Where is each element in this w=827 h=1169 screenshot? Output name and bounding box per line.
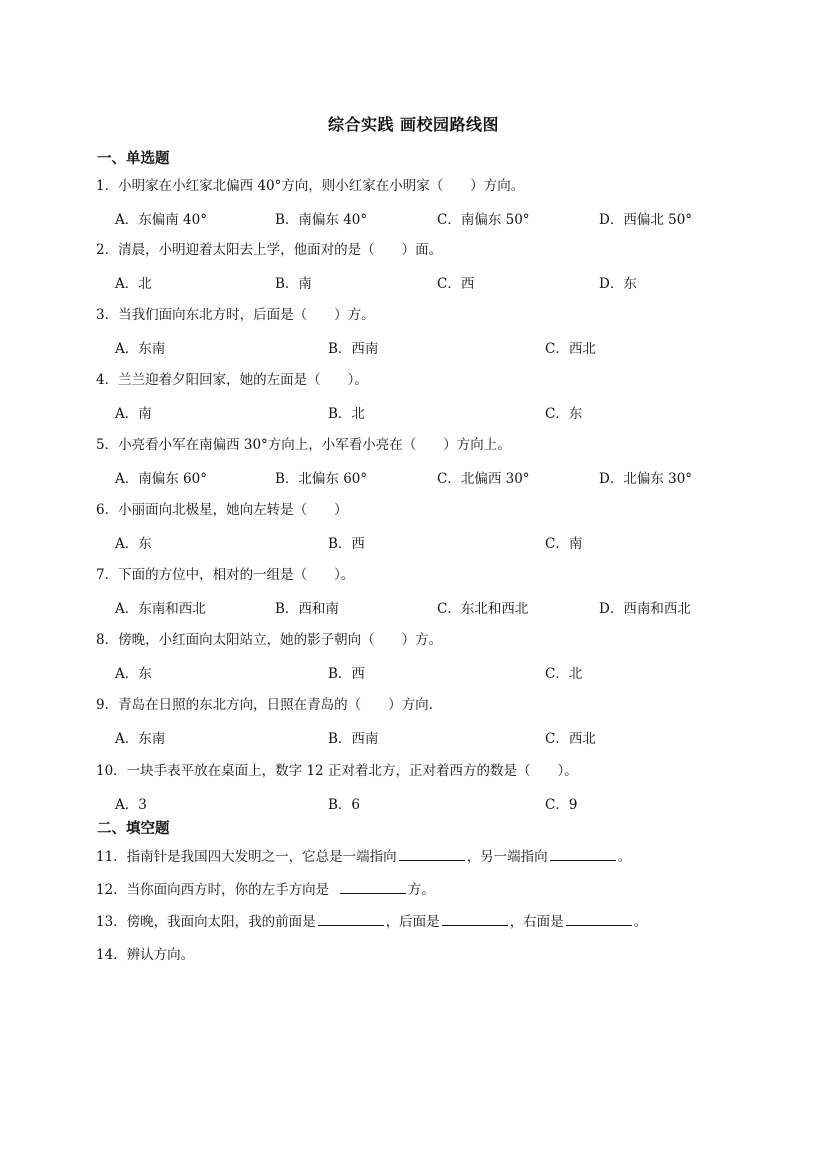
question-2-option-c[interactable]: C．西 (437, 276, 475, 292)
section-heading-single-choice: 一、单选题 (97, 150, 170, 167)
question-3-option-a[interactable]: A．东南 (115, 341, 166, 357)
question-8-option-a[interactable]: A．东 (115, 666, 152, 682)
question-2: 2．清晨，小明迎着太阳去上学，他面对的是（ ）面。 (96, 242, 443, 258)
question-5-option-c[interactable]: C．北偏西 30° (437, 471, 530, 487)
question-4: 4．兰兰迎着夕阳回家，她的左面是（ ）。 (96, 372, 368, 388)
question-3-option-b[interactable]: B．西南 (328, 341, 379, 357)
question-7-option-d[interactable]: D．西南和西北 (599, 601, 691, 617)
question-5-option-b[interactable]: B．北偏东 60° (275, 471, 368, 487)
question-10-option-a[interactable]: A．3 (115, 797, 147, 813)
question-1-option-d[interactable]: D．西偏北 50° (599, 212, 693, 228)
question-5-option-a[interactable]: A．南偏东 60° (115, 471, 207, 487)
question-8-option-c[interactable]: C．北 (545, 666, 583, 682)
question-1-option-a[interactable]: A．东偏南 40° (115, 212, 207, 228)
question-9-option-b[interactable]: B．西南 (328, 731, 379, 747)
question-6-option-a[interactable]: A．东 (115, 536, 152, 552)
question-12: 12．当你面向西方时，你的左手方向是 方。 (96, 882, 435, 898)
question-8-option-b[interactable]: B．西 (328, 666, 365, 682)
question-2-option-a[interactable]: A．北 (115, 276, 152, 292)
question-7: 7．下面的方位中，相对的一组是（ ）。 (96, 567, 355, 583)
question-8: 8．傍晚，小红面向太阳站立，她的影子朝向（ ）方。 (96, 632, 443, 648)
answer-blank[interactable] (442, 913, 508, 926)
question-1-option-b[interactable]: B．南偏东 40° (275, 212, 368, 228)
section-heading-fill-blank: 二、填空题 (97, 820, 170, 837)
question-10-option-c[interactable]: C．9 (545, 797, 578, 813)
question-3-option-c[interactable]: C．西北 (545, 341, 596, 357)
question-4-option-b[interactable]: B．北 (328, 406, 365, 422)
question-7-option-b[interactable]: B．西和南 (275, 601, 339, 617)
question-9-option-a[interactable]: A．东南 (115, 731, 166, 747)
question-4-option-a[interactable]: A．南 (115, 406, 152, 422)
question-1-option-c[interactable]: C．南偏东 50° (437, 212, 530, 228)
question-13: 13．傍晚，我面向太阳，我的前面是 ，后面是 ，右面是 。 (96, 914, 648, 930)
question-3: 3．当我们面向东北方时，后面是（ ）方。 (96, 307, 375, 323)
question-11: 11．指南针是我国四大发明之一，它总是一端指向 ，另一端指向 。 (96, 849, 632, 865)
answer-blank[interactable] (550, 848, 616, 861)
question-7-option-c[interactable]: C．东北和西北 (437, 601, 529, 617)
answer-blank[interactable] (318, 913, 384, 926)
question-5-option-d[interactable]: D．北偏东 30° (599, 471, 693, 487)
question-2-option-d[interactable]: D．东 (599, 276, 637, 292)
question-6-option-b[interactable]: B．西 (328, 536, 365, 552)
question-4-option-c[interactable]: C．东 (545, 406, 583, 422)
question-9-option-c[interactable]: C．西北 (545, 731, 596, 747)
question-1: 1．小明家在小红家北偏西 40°方向，则小红家在小明家（ ）方向。 (96, 178, 525, 194)
question-7-option-a[interactable]: A．东南和西北 (115, 601, 206, 617)
question-5: 5．小亮看小军在南偏西 30°方向上，小军看小亮在（ ）方向上。 (96, 437, 511, 453)
question-2-option-b[interactable]: B．南 (275, 276, 312, 292)
question-6-option-c[interactable]: C．南 (545, 536, 583, 552)
question-14: 14．辨认方向。 (96, 947, 195, 963)
question-9: 9．青岛在日照的东北方向，日照在青岛的（ ）方向. (96, 697, 433, 713)
answer-blank[interactable] (340, 881, 406, 894)
answer-blank[interactable] (399, 848, 465, 861)
question-10: 10．一块手表平放在桌面上，数字 12 正对着北方，正对着西方的数是（ ）。 (96, 763, 578, 779)
answer-blank[interactable] (566, 913, 632, 926)
question-6: 6．小丽面向北极星，她向左转是（ ） (96, 502, 348, 518)
page-title: 综合实践 画校园路线图 (327, 115, 500, 134)
question-10-option-b[interactable]: B．6 (328, 797, 361, 813)
